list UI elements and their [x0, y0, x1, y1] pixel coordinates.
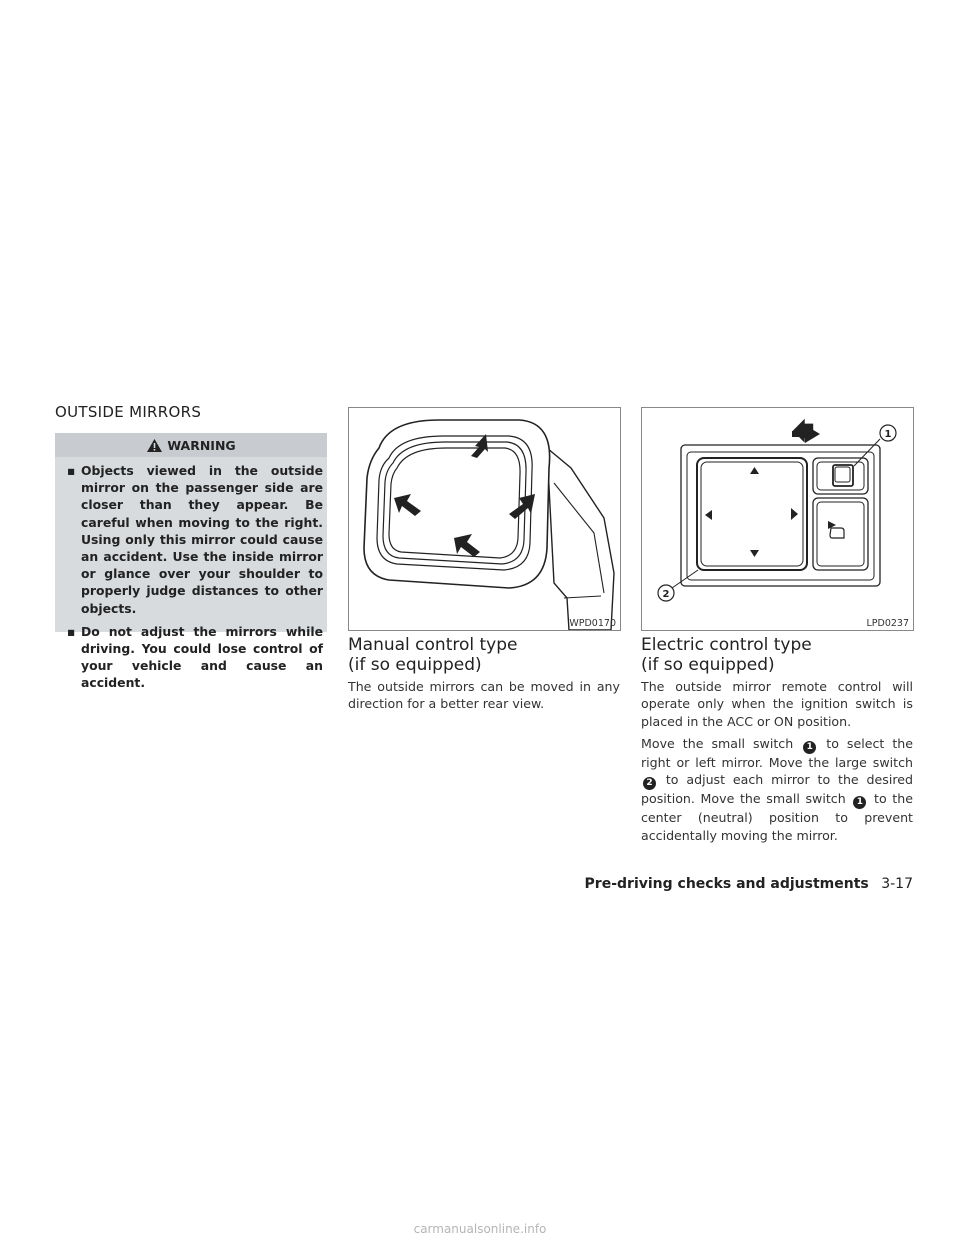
manual-mirror-figure: [348, 407, 621, 631]
warning-box: [55, 433, 327, 691]
manual-body: The outside mirrors can be moved in any direction for a better rear view.: [348, 679, 620, 712]
callout-badge-1: 1: [803, 741, 816, 754]
electric-para-2: Move the small switch 1 to select the right or left mirror. Move the large switch 2 to adjust each mirror to the desired position. Move the small switch 1 to the center (neutral) position to prevent accidentally moving the mirror.: [641, 736, 913, 843]
electric-heading: Electric control type (if so equipped): [641, 635, 812, 675]
footer-section: Pre-driving checks and adjustments: [584, 876, 869, 892]
warning-triangle-icon: [146, 438, 163, 453]
page-number: 3-17: [881, 876, 913, 892]
warning-item: ▪ Objects viewed in the outside mirror on the passenger side are closer than they appear. Be careful when moving to the right. Using only this mirror could cause an accident. Use the inside mirror or glance over your shoulder to properly judge distances to other objects.: [67, 463, 323, 616]
page-footer: [585, 876, 913, 892]
watermark: carmanualsonline.info: [413, 1222, 547, 1236]
figure-code: WPD0170: [569, 618, 616, 629]
warning-header: [55, 433, 327, 457]
warning-item: ▪ Do not adjust the mirrors while driving. You could lose control of your vehicle and cause an accident.: [67, 623, 323, 691]
figure-code: LPD0237: [866, 618, 909, 629]
warning-heading: WARNING: [167, 437, 236, 453]
callout-2: 2: [662, 589, 670, 600]
section-title: OUTSIDE MIRRORS: [55, 403, 202, 421]
electric-para-1: The outside mirror remote control will operate only when the ignition switch is placed in the ACC or ON position.: [641, 679, 913, 729]
callout-1: 1: [884, 429, 892, 440]
manual-heading: Manual control type (if so equipped): [348, 635, 518, 675]
callout-badge-2: 2: [643, 777, 656, 790]
warning-list: [65, 462, 323, 698]
callout-badge-1: 1: [853, 796, 866, 809]
switch-illustration: [642, 408, 913, 630]
mirror-illustration: [349, 408, 620, 630]
electric-switch-figure: [641, 407, 914, 631]
